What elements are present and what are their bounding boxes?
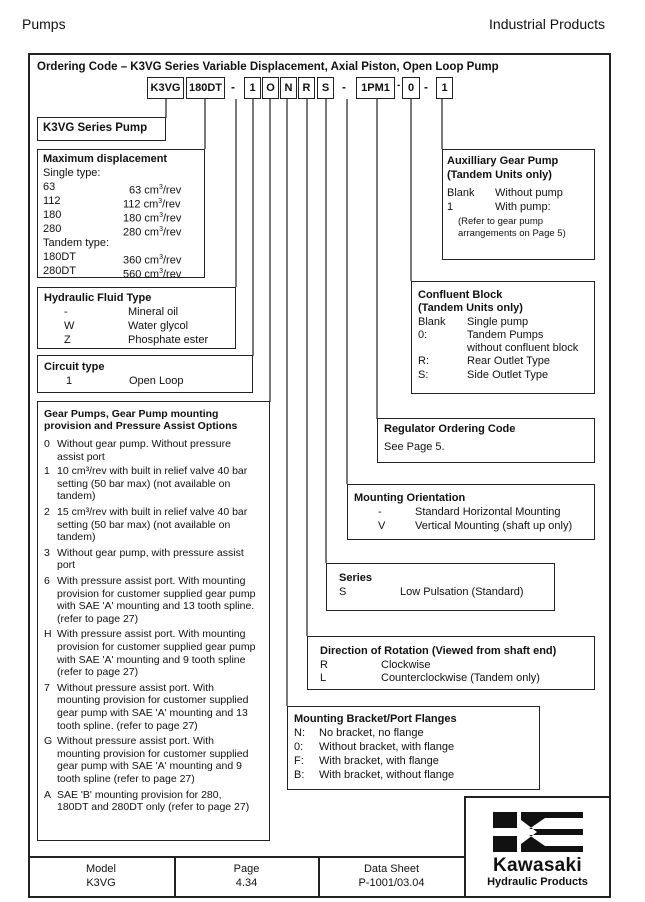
mounting-code: - bbox=[378, 506, 382, 518]
code-cell-bracket: N bbox=[280, 77, 297, 99]
gear-option-line: assist port bbox=[57, 450, 105, 463]
rotation-code: R bbox=[320, 659, 328, 671]
disp-value: 560 $cm^3$/rev bbox=[123, 268, 182, 281]
series-pump-label: K3VG Series Pump bbox=[43, 122, 148, 134]
regulator-box bbox=[377, 418, 595, 463]
gear-option-line: (refer to page 27) bbox=[57, 666, 139, 679]
gear-option-code: 0 bbox=[44, 438, 50, 450]
bracket-title: Mounting Bracket/Port Flanges bbox=[294, 713, 457, 725]
disp-value: 360 $cm^3$/rev bbox=[123, 254, 182, 267]
tandem-type-label: Tandem type: bbox=[43, 237, 110, 249]
series-box bbox=[326, 563, 555, 611]
gear-option-line: tandem) bbox=[57, 490, 96, 503]
gear-option-line: With pressure assist port. With mounting bbox=[57, 628, 246, 641]
mounting-code: V bbox=[378, 520, 386, 532]
series-desc: Low Pulsation (Standard) bbox=[400, 586, 524, 598]
gear-title-line1: Gear Pumps, Gear Pump mounting bbox=[44, 408, 219, 420]
rotation-code: L bbox=[320, 672, 327, 684]
gear-option-code: 1 bbox=[44, 465, 50, 478]
confluent-title-line1: Confluent Block bbox=[418, 289, 503, 301]
disp-code: 180DT bbox=[43, 251, 77, 263]
gear-option-line: setting (50 bar max) (not available on bbox=[57, 518, 231, 531]
aux-code: Blank bbox=[447, 187, 475, 199]
bracket-desc: With bracket, with flange bbox=[319, 755, 439, 767]
confluent-desc: Rear Outlet Type bbox=[467, 355, 550, 367]
gear-option-line: 15 cm³/rev with built in relief valve 40 bar bbox=[57, 506, 248, 518]
mounting-orientation-box bbox=[347, 484, 595, 540]
code-dash: - bbox=[424, 80, 428, 94]
gear-option-line: 10 cm³/rev with built in relief valve 40 bar bbox=[57, 465, 248, 478]
confluent-desc: Tandem Pumps bbox=[467, 329, 544, 341]
gear-option-line: with SAE 'A' mounting and 13 tooth spline. bbox=[57, 600, 255, 613]
gear-option-line: with SAE 'A' mounting and 9 tooth spline bbox=[57, 653, 246, 666]
fluid-desc: Phosphate ester bbox=[128, 334, 209, 346]
bracket-code: N: bbox=[294, 727, 305, 739]
gear-option-line: provision for customer supplied gear pump bbox=[57, 640, 256, 653]
brand-box bbox=[464, 796, 611, 898]
gear-option-line: provision for customer supplied gear pump bbox=[57, 587, 256, 600]
header-left: Pumps bbox=[22, 16, 66, 32]
code-cell-regulator: 1PM1 bbox=[356, 77, 395, 99]
code-cell-model: K3VG bbox=[147, 77, 184, 99]
disp-value: 63 $cm^3$/rev bbox=[129, 184, 182, 197]
regulator-title: Regulator Ordering Code bbox=[384, 423, 516, 435]
gear-option-line: Without pressure assist port. With bbox=[57, 735, 214, 748]
disp-value: 280 $cm^3$/rev bbox=[123, 226, 182, 239]
confluent-title-line2: (Tandem Units only) bbox=[418, 302, 523, 314]
footer-sheet-value: P-1001/03.04 bbox=[358, 877, 425, 889]
disp-value: 180 $cm^3$/rev bbox=[123, 212, 182, 225]
footer-model-label: Model bbox=[86, 863, 116, 875]
code-cell-circuit: 1 bbox=[244, 77, 261, 99]
mounting-desc: Vertical Mounting (shaft up only) bbox=[415, 520, 573, 532]
fluid-desc: Water glycol bbox=[128, 320, 189, 332]
rotation-desc: Counterclockwise (Tandem only) bbox=[381, 672, 540, 684]
circuit-desc: Open Loop bbox=[129, 375, 184, 387]
gear-option-line: tooth spline. (refer to page 27) bbox=[57, 719, 198, 732]
gear-option-line: gear pump with SAE 'A' mounting and 9 bbox=[57, 760, 242, 773]
fluid-code: W bbox=[64, 320, 75, 332]
code-cell-gear: O bbox=[262, 77, 279, 99]
bracket-desc: With bracket, without flange bbox=[319, 769, 455, 781]
confluent-desc: Side Outlet Type bbox=[467, 369, 549, 381]
rotation-title: Direction of Rotation (Viewed from shaft end) bbox=[320, 645, 557, 657]
code-cell-rotation: R bbox=[298, 77, 315, 99]
max-displacement-box bbox=[37, 149, 205, 281]
gear-option-code: G bbox=[44, 735, 53, 748]
aux-title-line1: Auxilliary Gear Pump bbox=[447, 155, 559, 167]
aux-title-line2: (Tandem Units only) bbox=[447, 169, 552, 181]
code-dash: - bbox=[231, 80, 235, 94]
code-cell-aux: 1 bbox=[436, 77, 453, 99]
page-title: Ordering Code – K3VG Series Variable Displacement, Axial Piston, Open Loop Pump bbox=[37, 61, 499, 73]
gear-option-line: port bbox=[57, 559, 76, 572]
series-pump-box bbox=[37, 117, 166, 141]
disp-value: 112 $cm^3$/rev bbox=[123, 198, 181, 211]
confluent-code: 0: bbox=[418, 329, 428, 341]
aux-desc: With pump: bbox=[495, 201, 551, 213]
brand-name: Kawasaki bbox=[492, 855, 582, 876]
fluid-type-title: Hydraulic Fluid Type bbox=[44, 292, 152, 304]
gear-option-line: tandem) bbox=[57, 531, 96, 544]
gear-option-line: Without gear pump, with pressure assist bbox=[57, 546, 244, 559]
series-code: S bbox=[339, 586, 347, 598]
confluent-desc: Single pump bbox=[467, 316, 529, 328]
fluid-desc: Mineral oil bbox=[128, 306, 179, 318]
gear-option-line: Without pressure assist port. With bbox=[57, 681, 214, 694]
fluid-code: - bbox=[64, 306, 68, 318]
disp-code: 63 bbox=[43, 181, 56, 193]
gear-option-code: 6 bbox=[44, 575, 50, 587]
series-title: Series bbox=[339, 572, 373, 584]
confluent-block-box bbox=[411, 281, 595, 394]
rotation-box bbox=[307, 636, 595, 690]
circuit-type-box bbox=[37, 355, 253, 393]
gear-option-code: H bbox=[44, 628, 52, 641]
gear-option-line: (refer to page 27) bbox=[57, 612, 139, 625]
mounting-title: Mounting Orientation bbox=[354, 492, 466, 504]
aux-gear-box bbox=[442, 149, 595, 260]
single-type-label: Single type: bbox=[43, 167, 101, 179]
gear-option-line: tooth spline (refer to page 27) bbox=[57, 772, 195, 785]
footer-sheet-label: Data Sheet bbox=[363, 863, 420, 875]
footer-model-value: K3VG bbox=[86, 877, 116, 889]
bracket-code: 0: bbox=[294, 741, 304, 753]
bracket-code: B: bbox=[294, 769, 305, 781]
bracket-box bbox=[287, 706, 540, 790]
footer-page-label: Page bbox=[233, 863, 260, 875]
disp-code: 180 bbox=[43, 209, 62, 221]
code-dash: - bbox=[342, 80, 346, 94]
bracket-desc: No bracket, no flange bbox=[319, 727, 424, 739]
gear-option-line: gear pump with SAE 'A' mounting and 13 bbox=[57, 706, 248, 719]
aux-note-line2: arrangements on Page 5) bbox=[458, 228, 566, 239]
bracket-code: F: bbox=[294, 755, 304, 767]
aux-note-line1: (Refer to gear pump bbox=[458, 216, 544, 227]
code-cell-series: S bbox=[317, 77, 334, 99]
circuit-type-title: Circuit type bbox=[44, 361, 105, 373]
gear-option-code: A bbox=[44, 788, 52, 801]
gear-option-line: 180DT and 280DT only (refer to page 27) bbox=[57, 801, 250, 814]
disp-code: 280 bbox=[43, 223, 62, 235]
code-cell-confluent: 0 bbox=[402, 77, 420, 99]
confluent-code: R: bbox=[418, 355, 429, 367]
regulator-desc: See Page 5. bbox=[384, 441, 445, 453]
aux-desc: Without pump bbox=[495, 187, 563, 199]
gear-option-code: 7 bbox=[44, 681, 50, 694]
circuit-code: 1 bbox=[66, 375, 73, 387]
gear-option-line: mounting provision for customer supplied bbox=[57, 694, 249, 707]
gear-option-code: 2 bbox=[44, 506, 50, 518]
gear-option-line: Without gear pump. Without pressure bbox=[57, 438, 231, 450]
disp-code: 280DT bbox=[43, 265, 77, 277]
gear-option-line: With pressure assist port. With mounting bbox=[57, 575, 246, 587]
mounting-desc: Standard Horizontal Mounting bbox=[415, 506, 561, 518]
confluent-desc: without confluent block bbox=[467, 342, 579, 354]
disp-code: 112 bbox=[43, 195, 61, 207]
fluid-code: Z bbox=[64, 334, 71, 346]
brand-sub: Hydraulic Products bbox=[487, 876, 588, 888]
code-dash: - bbox=[397, 80, 401, 91]
confluent-code: S: bbox=[418, 369, 429, 381]
aux-code: 1 bbox=[447, 201, 454, 213]
gear-option-line: mounting provision for customer supplied bbox=[57, 747, 249, 760]
confluent-code: Blank bbox=[418, 316, 446, 328]
gear-option-line: SAE 'B' mounting provision for 280, bbox=[57, 788, 222, 801]
footer-rule bbox=[28, 856, 464, 858]
gear-option-line: setting (50 bar max) (not available on bbox=[57, 477, 231, 490]
kawasaki-logo-icon bbox=[493, 812, 583, 852]
gear-option-code: 3 bbox=[44, 546, 50, 559]
footer-page-value: 4.34 bbox=[235, 877, 258, 889]
rotation-desc: Clockwise bbox=[381, 659, 431, 671]
bracket-desc: Without bracket, with flange bbox=[319, 741, 455, 753]
gear-title-line2: provision and Pressure Assist Options bbox=[44, 420, 238, 432]
header-right: Industrial Products bbox=[489, 16, 605, 32]
code-cell-displacement: 180DT bbox=[186, 77, 225, 99]
fluid-type-box bbox=[37, 287, 236, 349]
max-displacement-title: Maximum displacement bbox=[43, 153, 168, 165]
gear-pump-box bbox=[37, 401, 270, 841]
